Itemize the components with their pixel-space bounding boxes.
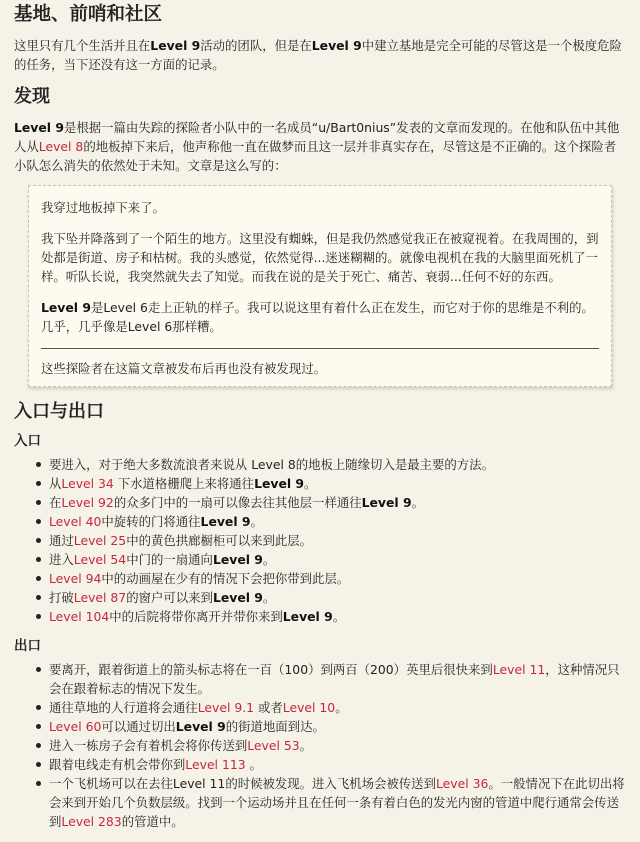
quote-block <box>28 185 612 387</box>
link-level-10[interactable]: Level 10 <box>282 700 336 715</box>
subsection-title-exits: 出口 <box>14 638 41 654</box>
section-title-entrances-exits: 入口与出口 <box>14 401 104 422</box>
link-level-8[interactable]: Level 8 <box>38 139 84 154</box>
list-item: 通过Level 25中的黄色拱廊橱柜可以来到此层。 <box>49 531 626 550</box>
quote-paragraph-1: 我穿过地板掉下来了。 <box>41 200 165 215</box>
subsection-title-entrances: 入口 <box>14 433 41 449</box>
quote-paragraph-3: Level 9是Level 6走上正轨的样子。我可以说这里有着什么正在发生，而它对于你的思维是不利的。几乎，几乎像是Level 6那样糟。 <box>41 300 594 334</box>
link-level-53[interactable]: Level 53 <box>247 738 300 753</box>
link-level-60[interactable]: Level 60 <box>49 719 102 734</box>
quote-paragraph-2: 我下坠并降落到了一个陌生的地方。这里没有蜘蛛，但是我仍然感觉我正在被窥视着。在我周围的，到处都是街道、房子和枯树。我的头感觉，依然觉得...迷迷糊糊的。就像电视机在我的大脑里面死机了一样。听队长说，我突然就失去了知觉。而我在说的是关于死亡、痛苦、衰弱...任何不好的东西。 <box>41 231 599 284</box>
list-item: 一个飞机场可以在去往Level 11的时候被发现。进入飞机场会被传送到Level 36。一般情况下在此切出将会来到开始几个负数层级。找到一个运动场并且在任何一条有着白色的发光内窗的管道中爬行通常会传送到Level 283的管道中。 <box>49 776 625 829</box>
link-level-25[interactable]: Level 25 <box>73 533 127 548</box>
link-level-54[interactable]: Level 54 <box>73 552 127 567</box>
link-level-36[interactable]: Level 36 <box>435 776 489 791</box>
list-item: 打破Level 87的窗户可以来到Level 9。 <box>49 588 626 607</box>
list-item: Level 40中旋转的门将通往Level 9。 <box>49 512 626 531</box>
link-level-87[interactable]: Level 87 <box>73 590 127 605</box>
discovery-paragraph: Level 9是根据一篇由失踪的探险者小队中的一名成员“u/Bart0nius”发表的文章而发现的。在他和队伍中其他人从Level 8的地板掉下来后，他声称他一直在做梦而且这一层并非真实存在，尽管这是不正确的。这个探险者小队怎么消失的依然处于未知。文章是这么写的： <box>14 120 620 173</box>
link-level-92[interactable]: Level 92 <box>61 495 114 510</box>
link-level-104[interactable]: Level 104 <box>49 609 110 624</box>
list-item: 从Level 34 下水道格栅爬上来将通往Level 9。 <box>49 474 626 493</box>
list-item: 要进入，对于绝大多数流浪者来说从 Level 8的地板上随缘切入是最主要的方法。 <box>49 455 626 474</box>
list-item: 要离开，跟着街道上的箭头标志将在一百（100）到两百（200）英里后很快来到Level 11，这种情况只会在跟着标志的情况下发生。 <box>49 660 626 698</box>
section-title-bases: 基地、前哨和社区 <box>14 4 163 25</box>
link-level-94[interactable]: Level 94 <box>49 571 102 586</box>
quote-note: 这些探险者在这篇文章被发布后再也没有被发现过。 <box>41 361 326 376</box>
list-item: 进入一栋房子会有着机会将你传送到Level 53。 <box>49 736 626 755</box>
list-item: 跟着电线走有机会带你到Level 113 。 <box>49 755 626 774</box>
link-level-34[interactable]: Level 34 <box>61 476 114 491</box>
bases-paragraph: 这里只有几个生活并且在Level 9活动的团队，但是在Level 9中建立基地是完全可能的尽管这是一个极度危险的任务，当下还没有这一方面的记录。 <box>14 38 622 72</box>
link-level-283[interactable]: Level 283 <box>61 814 122 829</box>
link-level-11[interactable]: Level 11 <box>492 662 546 677</box>
list-item: 进入Level 54中门的一扇通向Level 9。 <box>49 550 626 569</box>
list-item: Level 94中的动画屋在少有的情况下会把你带到此层。 <box>49 569 626 588</box>
link-level-40[interactable]: Level 40 <box>49 514 102 529</box>
list-item: 通往草地的人行道将会通往Level 9.1 或者Level 10。 <box>49 698 626 717</box>
list-item: Level 104中的后院将带你离开并带你来到Level 9。 <box>49 607 626 626</box>
exits-list <box>14 660 626 831</box>
section-title-discovery: 发现 <box>14 86 50 107</box>
list-item: Level 60可以通过切出Level 9的街道地面到达。 <box>49 717 626 736</box>
link-level-113[interactable]: Level 113 <box>185 757 246 772</box>
entrances-list <box>14 455 626 626</box>
link-level-9-1[interactable]: Level 9.1 <box>197 700 255 715</box>
quote-divider <box>41 348 599 349</box>
list-item: 在Level 92的众多门中的一扇可以像去往其他层一样通往Level 9。 <box>49 493 626 512</box>
